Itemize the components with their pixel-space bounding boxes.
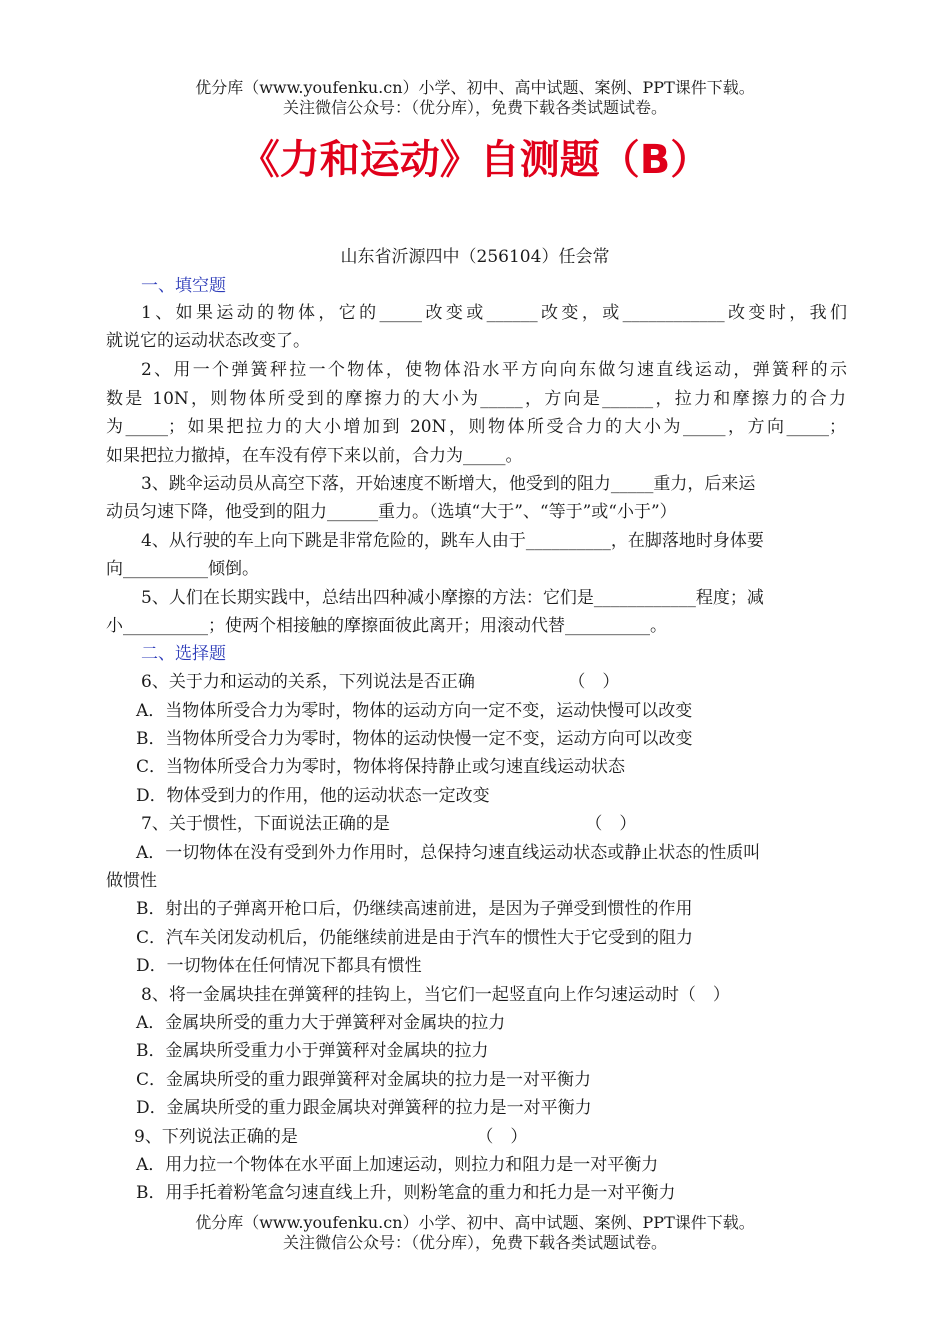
question-7-option-a-line-2: 做惯性 [106,871,157,891]
question-3-line-2: 动员匀速下降，他受到的阻力______重力。（选填“大于”、“等于”或“小于”） [106,502,677,522]
question-4-line-2: 向__________倾倒。 [106,559,259,579]
page-title: 《力和运动》自测题（B） [239,137,711,183]
question-9-stem: 9、下列说法正确的是 （ ） [134,1127,528,1147]
question-8-option-b: B．金属块所受重力小于弹簧秤对金属块的拉力 [136,1041,489,1061]
section-heading-choice: 二、选择题 [141,644,226,664]
question-7-option-c: C．汽车关闭发动机后，仍能继续前进是由于汽车的惯性大于它受到的阻力 [136,928,694,948]
question-6-option-b: B．当物体所受合力为零时，物体的运动快慢一定不变，运动方向可以改变 [136,729,693,749]
question-3-line-1: 3、跳伞运动员从高空下落，开始速度不断增大，他受到的阻力_____重力，后来运 [141,474,756,494]
question-7-stem: 7、关于惯性，下面说法正确的是 （ ） [141,814,637,834]
question-5-line-2: 小__________；使两个相接触的摩擦面彼此离开；用滚动代替__________。 [106,616,667,636]
question-6-option-d: D．物体受到力的作用，他的运动状态一定改变 [136,786,490,806]
question-2-line-4: 如果把拉力撤掉，在车没有停下来以前，合力为_____。 [106,446,523,466]
question-5-line-1: 5、人们在长期实践中，总结出四种减小摩擦的方法：它们是____________程度；减 [141,588,764,608]
question-8-option-c: C．金属块所受的重力跟弹簧秤对金属块的拉力是一对平衡力 [136,1070,592,1090]
header-line-1: 优分库（www.youfenku.cn）小学、初中、高中试题、案例、PPT课件下载。 [195,78,755,97]
question-8-option-d: D．金属块所受的重力跟金属块对弹簧秤的拉力是一对平衡力 [136,1098,592,1118]
section-heading-fill-in: 一、填空题 [141,276,226,296]
question-6-option-c: C．当物体所受合力为零时，物体将保持静止或匀速直线运动状态 [136,757,626,777]
author-line: 山东省沂源四中（256104）任会常 [340,247,610,267]
question-9-option-a: A．用力拉一个物体在水平面上加速运动，则拉力和阻力是一对平衡力 [136,1155,659,1175]
question-1-line-1: 1、如果运动的物体，它的_____改变或______改变，或____________改变时，我们 [141,303,847,323]
question-1-line-2: 就说它的运动状态改变了。 [106,331,310,351]
question-7-option-b: B．射出的子弹离开枪口后，仍继续高速前进，是因为子弹受到惯性的作用 [136,899,693,919]
question-2-line-1: 2、用一个弹簧秤拉一个物体，使物体沿水平方向向东做匀速直线运动，弹簧秤的示 [141,360,847,380]
footer-line-2: 关注微信公众号：（优分库），免费下载各类试题试卷。 [282,1233,667,1252]
question-7-option-d: D．一切物体在任何情况下都具有惯性 [136,956,422,976]
question-7-option-a-line-1: A．一切物体在没有受到外力作用时，总保持匀速直线运动状态或静止状态的性质叫 [136,843,761,863]
question-6-stem: 6、关于力和运动的关系，下列说法是否正确 （ ） [141,672,620,692]
question-2-line-2: 数是 10N，则物体所受到的摩擦力的大小为_____，方向是______，拉力和摩擦力的合力 [106,389,846,409]
question-6-option-a: A．当物体所受合力为零时，物体的运动方向一定不变，运动快慢可以改变 [136,701,693,721]
question-2-line-3: 为_____；如果把拉力的大小增加到 20N，则物体所受合力的大小为_____，方向_____； [106,417,846,437]
question-9-option-b: B．用手托着粉笔盒匀速直线上升，则粉笔盒的重力和托力是一对平衡力 [136,1183,676,1203]
question-8-option-a: A．金属块所受的重力大于弹簧秤对金属块的拉力 [136,1013,506,1033]
header-line-2: 关注微信公众号：（优分库），免费下载各类试题试卷。 [282,98,667,117]
question-4-line-1: 4、从行驶的车上向下跳是非常危险的，跳车人由于__________，在脚落地时身体要 [141,531,764,551]
question-8-stem: 8、将一金属块挂在弹簧秤的挂钩上，当它们一起竖直向上作匀速运动时（ ） [141,985,730,1005]
footer-line-1: 优分库（www.youfenku.cn）小学、初中、高中试题、案例、PPT课件下载。 [195,1213,755,1232]
